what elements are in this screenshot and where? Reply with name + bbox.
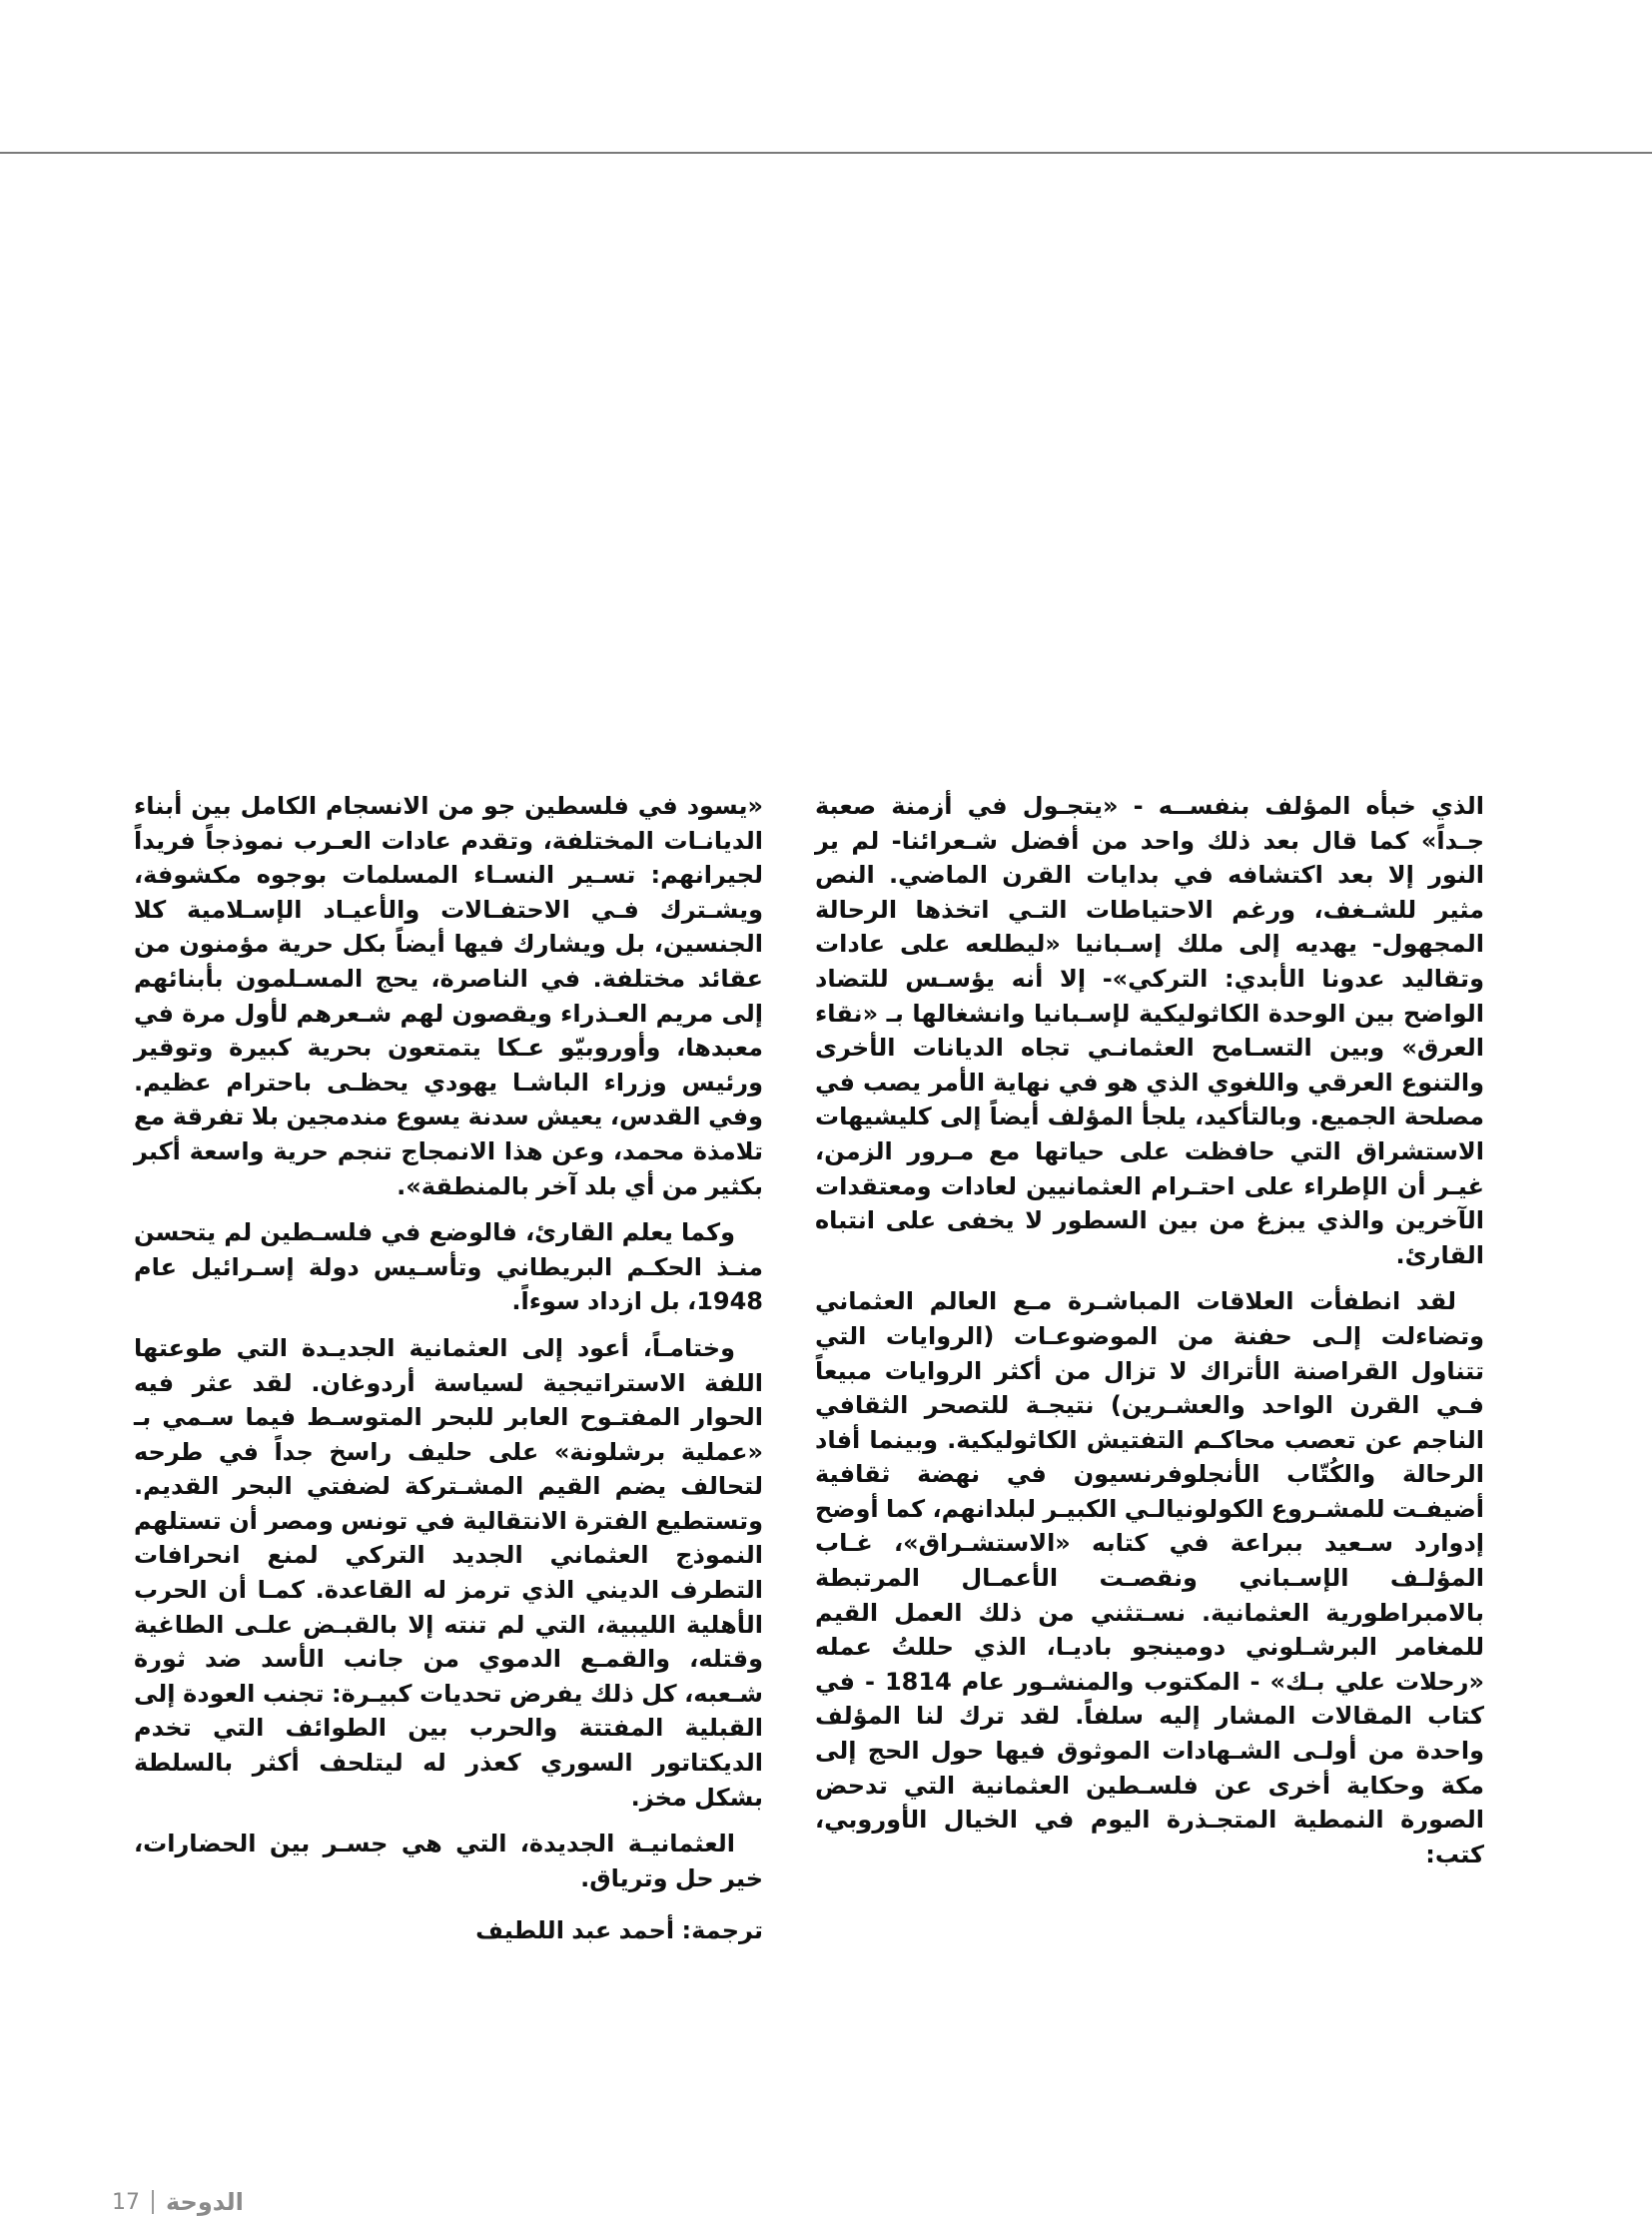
article-column-right [815,789,1484,1883]
paragraph: وختامـاً، أعود إلى العثمانية الجديـدة التي طوعتها اللفة الاستراتيجية لسياسة أردوغان. لقد عثر فيه الحوار المفتـوح العابر للبحر المتوسـط فيما سـمي بـ «عملية برشلونة» على حليف راسخ جداً في طرحه لتحالف يضم القيم المشـتركة لضفتي البحر القديم. وتستطيع الفترة الانتقالية في تونس ومصر أن تستلهم النموذج العثماني الجديد التركي لمنع انحرافات التطرف الديني الذي ترمز له القاعدة. كمـا أن الحرب الأهلية الليبية، التي لم تنته إلا بالقبـض علـى الطاغية وقتله، والقمـع الدموي من جانب الأسد ضد ثورة شـعبه، كل ذلك يفرض تحديات كبيـرة: تجنب العودة إلى القبلية المفتتة والحرب بين الطوائف التي تخدم الديكتاتور السوري كعذر له ليتلحف أكثر بالسلطة بشكل مخز. [134,1333,763,1812]
magazine-logo: الدوحة [166,2188,244,2216]
page-number: 17 [112,2189,140,2215]
footer-separator [152,2190,154,2214]
paragraph: «يسود في فلسطين جو من الانسجام الكامل بين أبناء الديانـات المختلفة، وتقدم عادات العـرب نموذجاً فريداً لجيرانهم: تسـير النسـاء المسلمات بوجوه مكشوفة، ويشـترك فـي الاحتفـالات والأعيـاد الإسـلامية كلا الجنسين، بل ويشارك فيها أيضاً بكل حرية مؤمنون من عقائد مختلفة. في الناصرة، يحج المسـلمون بأبنائهم إلى مريم العـذراء ويقصون لهم شـعرهم لأول مرة في معبدها، وأوروبيّو عـكا يتمتعون بحرية كبيرة وتوقير ورئيس وزراء الباشـا يهودي يحظـى باحترام عظيم. وفي القدس، يعيش سدنة يسوع مندمجين بلا تفرقة مع تلامذة محمد، وعن هذا الانمجاج تنجم حرية واسعة أكبر بكثير من أي بلد آخر بالمنطقة». [134,792,763,1200]
paragraph: الذي خبأه المؤلف بنفســه - «يتجـول في أزمنة صعبة جـداً» كما قال بعد ذلك واحد من أفضل شـعرائنا- لم ير النور إلا بعد اكتشافه في بدايات القرن الماضي. النص مثير للشـغف، ورغم الاحتياطات التـي اتخذها الرحالة المجهول- يهديه إلى ملك إسـبانيا «ليطلعه على عادات وتقاليد عدونا الأبدي: التركي»- إلا أنه يؤسـس للتضاد الواضح بين الوحدة الكاثوليكية لإسـبانيا وانشغالها بـ «نقاء العرق» وبين التسـامح العثمانـي تجاه الديانات الأخرى والتنوع العرقي واللغوي الذي هو في نهاية الأمر يصب في مصلحة الجميع. وبالتأكيد، يلجأ المؤلف أيضاً إلى كليشيهات الاستشراق التي حافظت على حياتها مع مـرور الزمن، غيـر أن الإطراء على احتـرام العثمانيين لعادات ومعتقدات الآخرين والذي يبزغ من بين السطور لا يخفى على انتباه القارئ. [815,792,1484,1269]
paragraph: العثمانيـة الجديدة، التي هي جسـر بين الحضارات، خير حل وترياق. [134,1830,763,1892]
top-divider-line [0,152,1652,154]
page-footer [112,2187,244,2217]
paragraph: وكما يعلم القارئ، فالوضع في فلسـطين لم يتحسن منـذ الحكـم البريطاني وتأسـيس دولة إسـرائيل عام 1948، بل ازداد سوءاً. [134,1218,763,1316]
translator-credit: ترجمة: أحمد عبد اللطيف [475,1916,763,1945]
article-column-left [134,789,763,1948]
paragraph: لقد انطفأت العلاقات المباشـرة مـع العالم العثماني وتضاءلت إلـى حفنة من الموضوعـات (الروايات التي تتناول القراصنة الأتراك لا تزال من أكثر الروايات مبيعاً فـي القرن الواحد والعشـرين) نتيجـة للتصحر الثقافي الناجم عن تعصب محاكـم التفتيش الكاثوليكية. وبينما أفاد الرحالة والكُتّاب الأنجلوفرنسيون في نهضة ثقافية أضيفـت للمشـروع الكولونيالـي الكبيـر لبلدانهم، كما أوضح إدوارد سـعيد ببراعة في كتابه «الاستشـراق»، غـاب المؤلـف الإسـباني ونقصـت الأعمـال المرتبطة بالامبراطورية العثمانية. نسـتثني من ذلك العمل القيم للمغامر البرشـلوني دومينجو باديـا، الذي حللتُ عمله «رحلات علي بـك» - المكتوب والمنشـور عام 1814 - في كتاب المقالات المشار إليه سلفاً. لقد ترك لنا المؤلف واحدة من أولـى الشـهادات الموثوق فيها حول الحج إلى مكة وحكاية أخرى عن فلسـطين العثمانية التي تدحض الصورة النمطية المتجـذرة اليوم في الخيال الأوروبي، كتب: [815,1287,1485,1868]
